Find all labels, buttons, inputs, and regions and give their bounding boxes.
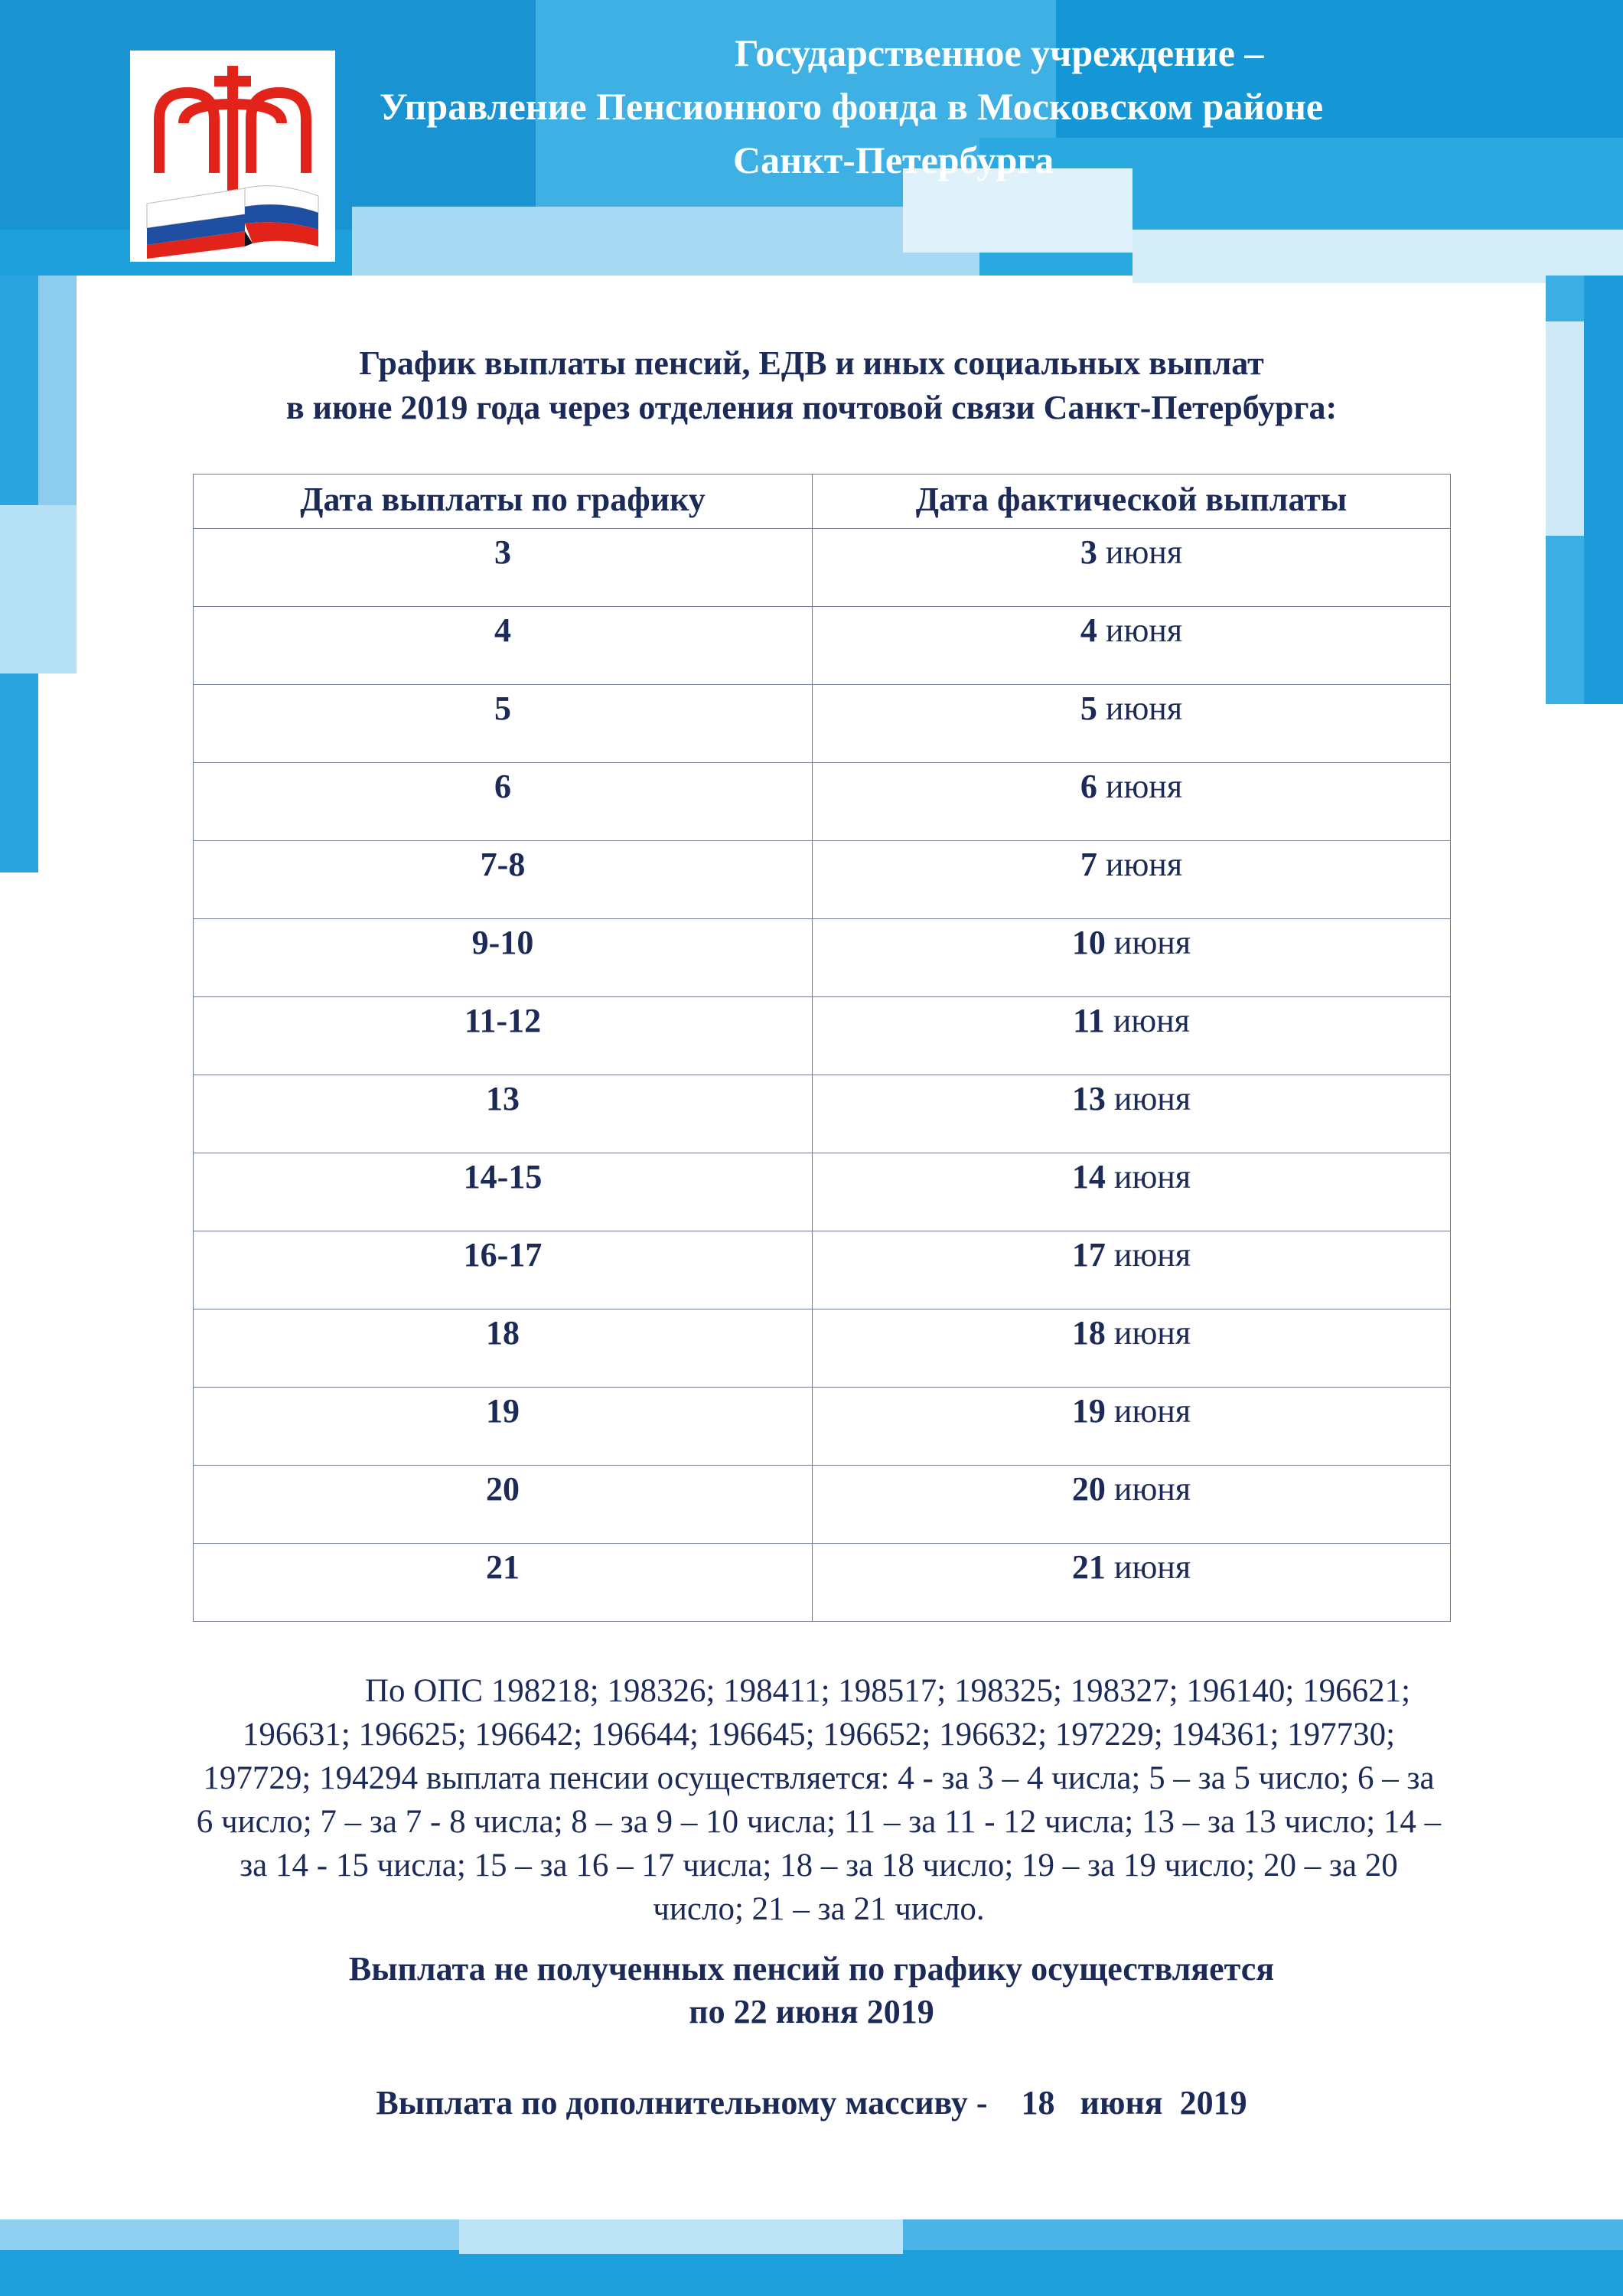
actual-date-cell <box>813 1544 1451 1622</box>
month-word: июня <box>1105 846 1183 883</box>
scheduled-date-cell: 16-17 <box>194 1231 813 1309</box>
actual-date-cell <box>813 607 1451 685</box>
scheduled-date-cell: 14-15 <box>194 1153 813 1231</box>
month-word: июня <box>1113 1236 1191 1274</box>
table-row <box>194 1388 1451 1466</box>
table-header-row <box>194 475 1451 529</box>
actual-day: 19 <box>1071 1392 1106 1430</box>
scheduled-date-cell: 7-8 <box>194 841 813 919</box>
scheduled-date-cell: 9-10 <box>194 919 813 997</box>
actual-date-cell <box>813 1153 1451 1231</box>
actual-day: 14 <box>1071 1158 1106 1195</box>
actual-day: 20 <box>1071 1470 1106 1508</box>
actual-day: 17 <box>1071 1236 1106 1274</box>
table-row <box>194 1309 1451 1388</box>
actual-date-cell <box>813 1309 1451 1388</box>
scheduled-date-cell: 18 <box>194 1309 813 1388</box>
actual-day: 21 <box>1071 1548 1106 1586</box>
actual-date-cell <box>813 763 1451 841</box>
actual-day: 13 <box>1071 1080 1106 1117</box>
month-word: июня <box>1113 1548 1191 1586</box>
unpaid-pensions-note <box>0 1948 1623 2033</box>
actual-date-cell <box>813 685 1451 763</box>
scheduled-date-cell: 4 <box>194 607 813 685</box>
table-row <box>194 529 1451 607</box>
actual-day: 10 <box>1071 924 1106 961</box>
month-word: июня <box>1113 924 1191 961</box>
table-row <box>194 763 1451 841</box>
actual-day: 7 <box>1080 846 1097 883</box>
month-word: июня <box>1113 1392 1191 1430</box>
scheduled-date-cell: 6 <box>194 763 813 841</box>
actual-date-cell <box>813 1231 1451 1309</box>
header-line-1: Государственное учреждение – <box>735 31 1264 74</box>
actual-date-cell <box>813 1466 1451 1544</box>
header-line-2: Управление Пенсионного фонда в Московском районе <box>380 85 1324 128</box>
scheduled-date-cell: 11-12 <box>194 997 813 1075</box>
scheduled-date-cell: 13 <box>194 1075 813 1153</box>
actual-day: 18 <box>1071 1314 1106 1352</box>
table-row <box>194 1153 1451 1231</box>
table-row <box>194 685 1451 763</box>
table-row <box>194 1544 1451 1622</box>
month-word: июня <box>1105 768 1183 805</box>
table-row <box>194 1466 1451 1544</box>
actual-date-cell <box>813 529 1451 607</box>
ops-notes-paragraph <box>191 1669 1446 1931</box>
scheduled-date-cell: 3 <box>194 529 813 607</box>
actual-day: 6 <box>1080 768 1097 805</box>
page-title <box>0 341 1623 430</box>
table-row <box>194 997 1451 1075</box>
scheduled-date-cell: 21 <box>194 1544 813 1622</box>
table-row <box>194 841 1451 919</box>
ops-notes-text: По ОПС 198218; 198326; 198411; 198517; 198325; 198327; 196140; 196621; 196631; 196625; 196642; 196644; 196645; 196652; 196632; 197229; 194361; 197730; 197729; 194294 выплата пенсии осуществляется: 4 - за 3 – 4 числа; 5 – за 5 число; 6 – за 6 число; 7 – за 7 - 8 числа; 8 – за 9 – 10 числа; 11 – за 11 - 12 числа; 13 – за 13 число; 14 – за 14 - 15 числа; 15 – за 16 – 17 числа; 18 – за 18 число; 19 – за 19 число; 20 – за 20 число; 21 – за 21 число. <box>196 1673 1442 1927</box>
unpaid-line-2: по 22 июня 2019 <box>689 1993 934 2030</box>
actual-date-cell <box>813 997 1451 1075</box>
actual-date-cell <box>813 1075 1451 1153</box>
month-word: июня <box>1113 1002 1190 1039</box>
table-row <box>194 607 1451 685</box>
title-line-1: График выплаты пенсий, ЕДВ и иных социальных выплат <box>359 344 1264 382</box>
month-word: июня <box>1113 1314 1191 1352</box>
header-line-3: Санкт-Петербурга <box>733 139 1054 181</box>
pfr-logo-icon <box>130 51 335 262</box>
actual-day: 5 <box>1080 690 1097 727</box>
scheduled-date-cell: 5 <box>194 685 813 763</box>
actual-date-cell <box>813 841 1451 919</box>
month-word: июня <box>1113 1470 1191 1508</box>
table-row <box>194 1231 1451 1309</box>
pfr-logo <box>130 51 335 262</box>
payment-schedule-table <box>193 474 1451 1622</box>
actual-date-cell <box>813 1388 1451 1466</box>
scheduled-date-cell: 19 <box>194 1388 813 1466</box>
actual-day: 4 <box>1080 612 1097 649</box>
month-word: июня <box>1105 612 1183 649</box>
table-row <box>194 919 1451 997</box>
month-word: июня <box>1105 533 1183 571</box>
additional-payment-note: Выплата по дополнительному массиву - 18 июня 2019 <box>376 2084 1247 2122</box>
header-actual-date: Дата фактической выплаты <box>813 475 1451 529</box>
actual-day: 3 <box>1080 533 1097 571</box>
table-row <box>194 1075 1451 1153</box>
scheduled-date-cell: 20 <box>194 1466 813 1544</box>
actual-date-cell <box>813 919 1451 997</box>
month-word: июня <box>1105 690 1183 727</box>
header-scheduled-date: Дата выплаты по графику <box>194 475 813 529</box>
unpaid-line-1: Выплата не полученных пенсий по графику осуществляется <box>348 1950 1275 1988</box>
month-word: июня <box>1113 1080 1191 1117</box>
month-word: июня <box>1113 1158 1191 1195</box>
title-line-2: в июне 2019 года через отделения почтовой связи Санкт-Петербурга: <box>285 389 1338 426</box>
actual-day: 11 <box>1073 1002 1105 1039</box>
